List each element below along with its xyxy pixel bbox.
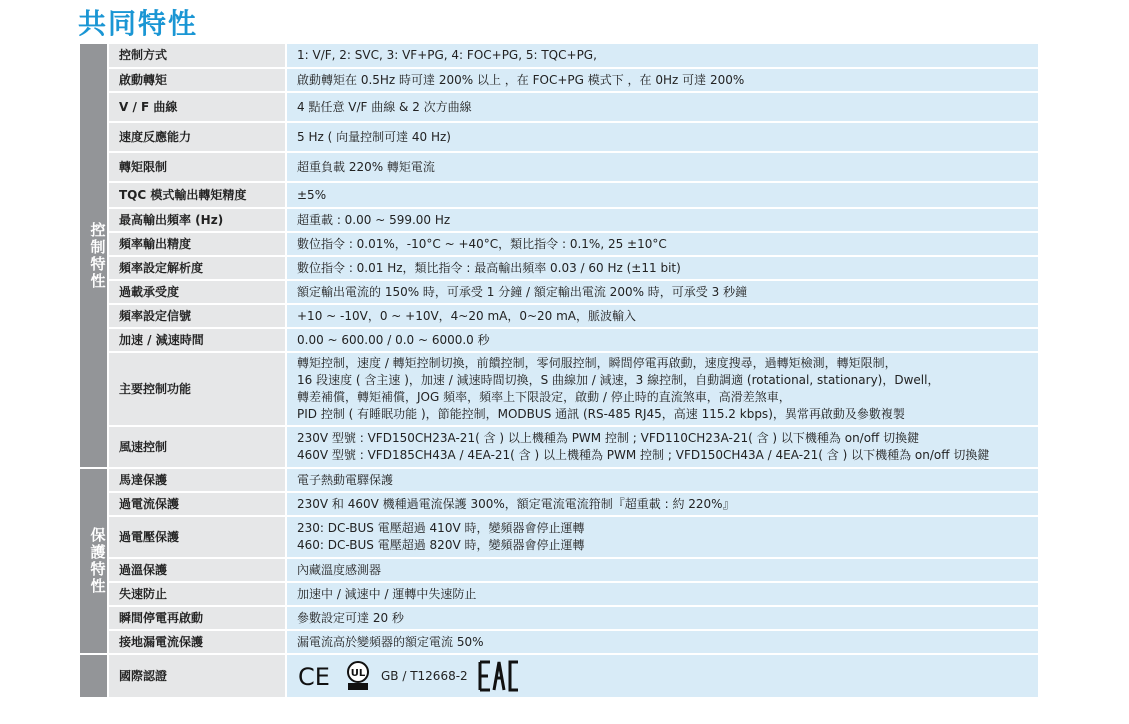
- row-value: 4 點任意 V/F 曲線 & 2 次方曲線: [286, 92, 1038, 122]
- svg-text:CE: CE: [298, 664, 330, 688]
- svg-text:UL: UL: [350, 668, 366, 679]
- ul-mark-icon: [345, 661, 371, 691]
- gb-standard-text: GB / T12668-2: [381, 668, 468, 683]
- ce-mark-icon: [297, 664, 335, 688]
- group-protection-label: 保護特性: [90, 526, 106, 595]
- row-value: 超重負載 220% 轉矩電流: [286, 152, 1038, 182]
- row-label: 最高輸出頻率 (Hz): [108, 208, 286, 232]
- table-row: [80, 426, 1038, 468]
- row-value: +10 ~ -10V，0 ~ +10V，4~20 mA，0~20 mA，脈波輸入: [286, 304, 1038, 328]
- group-control-label: 控制特性: [90, 220, 106, 290]
- table-row: [80, 44, 1038, 68]
- table-row: [80, 68, 1038, 92]
- group-protection-header: [80, 468, 108, 654]
- row-label: 轉矩限制: [108, 152, 286, 182]
- certification-marks: [297, 660, 1028, 692]
- row-label: 啟動轉矩: [108, 68, 286, 92]
- row-label: 速度反應能力: [108, 122, 286, 152]
- row-value: 230: DC-BUS 電壓超過 410V 時，變頻器會停止運轉 460: DC-BUS 電壓超過 820V 時，變頻器會停止運轉: [286, 516, 1038, 558]
- row-label: 過載承受度: [108, 280, 286, 304]
- row-value: 230V 和 460V 機種過電流保護 300%，額定電流電流箝制『超重載 : 約 220%』: [286, 492, 1038, 516]
- table-row: [80, 208, 1038, 232]
- row-label: 失速防止: [108, 582, 286, 606]
- row-value: 電子熱動電驛保護: [286, 468, 1038, 492]
- table-row: [80, 152, 1038, 182]
- table-row: [80, 352, 1038, 426]
- row-value: ±5%: [286, 182, 1038, 208]
- row-value: 額定輸出電流的 150% 時，可承受 1 分鐘 / 額定輸出電流 200% 時，可承受 3 秒鐘: [286, 280, 1038, 304]
- row-label: 過溫保護: [108, 558, 286, 582]
- row-label: 馬達保護: [108, 468, 286, 492]
- row-value: 漏電流高於變頻器的額定電流 50%: [286, 630, 1038, 654]
- row-value: 1: V/F, 2: SVC, 3: VF+PG, 4: FOC+PG, 5: TQC+PG,: [286, 44, 1038, 68]
- row-value: 230V 型號 : VFD150CH23A-21( 含 ) 以上機種為 PWM 控制 ; VFD110CH23A-21( 含 ) 以下機種為 on/off 切換鍵 460V 型號 : VFD185CH43A / 4EA-21( 含 ) 以上機種為 PWM 控制 ; VFD150CH43A / 4EA-21( 含 ) 以下機種為 on/off 切換鍵: [286, 426, 1038, 468]
- table-row: [80, 582, 1038, 606]
- row-value: 超重載 : 0.00 ~ 599.00 Hz: [286, 208, 1038, 232]
- eac-mark-icon: [478, 660, 522, 692]
- row-label: 瞬間停電再啟動: [108, 606, 286, 630]
- table-row: [80, 182, 1038, 208]
- table-row: [80, 280, 1038, 304]
- group-control-header: [80, 44, 108, 468]
- table-row: [80, 304, 1038, 328]
- group-blank: [80, 654, 108, 698]
- row-value-certifications: [286, 654, 1038, 698]
- spec-table: [80, 44, 1038, 699]
- row-value: 0.00 ~ 600.00 / 0.0 ~ 6000.0 秒: [286, 328, 1038, 352]
- row-label: 過電流保護: [108, 492, 286, 516]
- row-label: 頻率輸出精度: [108, 232, 286, 256]
- row-label: 頻率設定信號: [108, 304, 286, 328]
- row-label: 接地漏電流保護: [108, 630, 286, 654]
- row-label: 國際認證: [108, 654, 286, 698]
- row-value: 啟動轉矩在 0.5Hz 時可達 200% 以上 ，在 FOC+PG 模式下 ，在 0Hz 可達 200%: [286, 68, 1038, 92]
- row-value: 數位指令 : 0.01%，-10°C ~ +40°C，類比指令 : 0.1%, 25 ±10°C: [286, 232, 1038, 256]
- table-row: [80, 654, 1038, 698]
- row-value: 內藏溫度感測器: [286, 558, 1038, 582]
- table-row: [80, 122, 1038, 152]
- table-row: [80, 558, 1038, 582]
- row-label: V / F 曲線: [108, 92, 286, 122]
- row-label: 控制方式: [108, 44, 286, 68]
- row-label: 加速 / 減速時間: [108, 328, 286, 352]
- row-label: TQC 模式輸出轉矩精度: [108, 182, 286, 208]
- table-row: [80, 256, 1038, 280]
- row-value: 5 Hz ( 向量控制可達 40 Hz): [286, 122, 1038, 152]
- table-row: [80, 92, 1038, 122]
- table-row: [80, 630, 1038, 654]
- row-value: 轉矩控制，速度 / 轉矩控制切換，前饋控制，零伺服控制，瞬間停電再啟動，速度搜尋，過轉矩檢測，轉矩限制， 16 段速度 ( 含主速 )，加速 / 減速時間切換，S 曲線加 / 減速，3 線控制，自動調適 (rotational, stationary)，Dwell， 轉差補償，轉矩補償，JOG 頻率，頻率上下限設定，啟動 / 停止時的直流煞車，高滑差煞車， PID 控制 ( 有睡眠功能 )，節能控制，MODBUS 通訊 (RS-485 RJ45，高速 115.2 kbps)，異常再啟動及參數複製: [286, 352, 1038, 426]
- table-row: [80, 468, 1038, 492]
- row-label: 風速控制: [108, 426, 286, 468]
- table-row: [80, 328, 1038, 352]
- page-title: 共同特性: [78, 7, 199, 40]
- row-label: 過電壓保護: [108, 516, 286, 558]
- row-label: 主要控制功能: [108, 352, 286, 426]
- table-row: [80, 606, 1038, 630]
- row-value: 參數設定可達 20 秒: [286, 606, 1038, 630]
- table-row: [80, 232, 1038, 256]
- row-label: 頻率設定解析度: [108, 256, 286, 280]
- row-value: 數位指令 : 0.01 Hz，類比指令 : 最高輸出頻率 0.03 / 60 Hz (±11 bit): [286, 256, 1038, 280]
- table-row: [80, 516, 1038, 558]
- table-row: [80, 492, 1038, 516]
- row-value: 加速中 / 減速中 / 運轉中失速防止: [286, 582, 1038, 606]
